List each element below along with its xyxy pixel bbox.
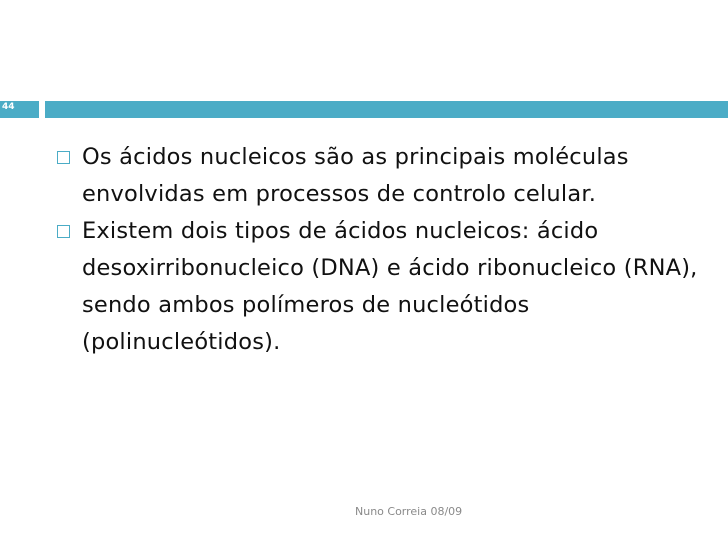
slide-number: 44 [2, 102, 15, 112]
square-bullet-icon [57, 225, 70, 238]
bullet-text: Existem dois tipos de ácidos nucleicos: ácido desoxirribonucleico (DNA) e ácido ribonucleico (RNA), sendo ambos polímeros de nucleótidos (polinucleótidos). [82, 218, 698, 355]
square-bullet-icon [57, 151, 70, 164]
footer-text: Nuno Correia 08/09 [355, 505, 463, 518]
header-accent-bar [45, 101, 728, 118]
bullet-item [54, 139, 704, 213]
bullet-text: Os ácidos nucleicos são as principais moléculas envolvidas em processos de controlo celular. [82, 144, 629, 207]
bullet-item [54, 213, 704, 361]
bullet-list [54, 139, 704, 361]
